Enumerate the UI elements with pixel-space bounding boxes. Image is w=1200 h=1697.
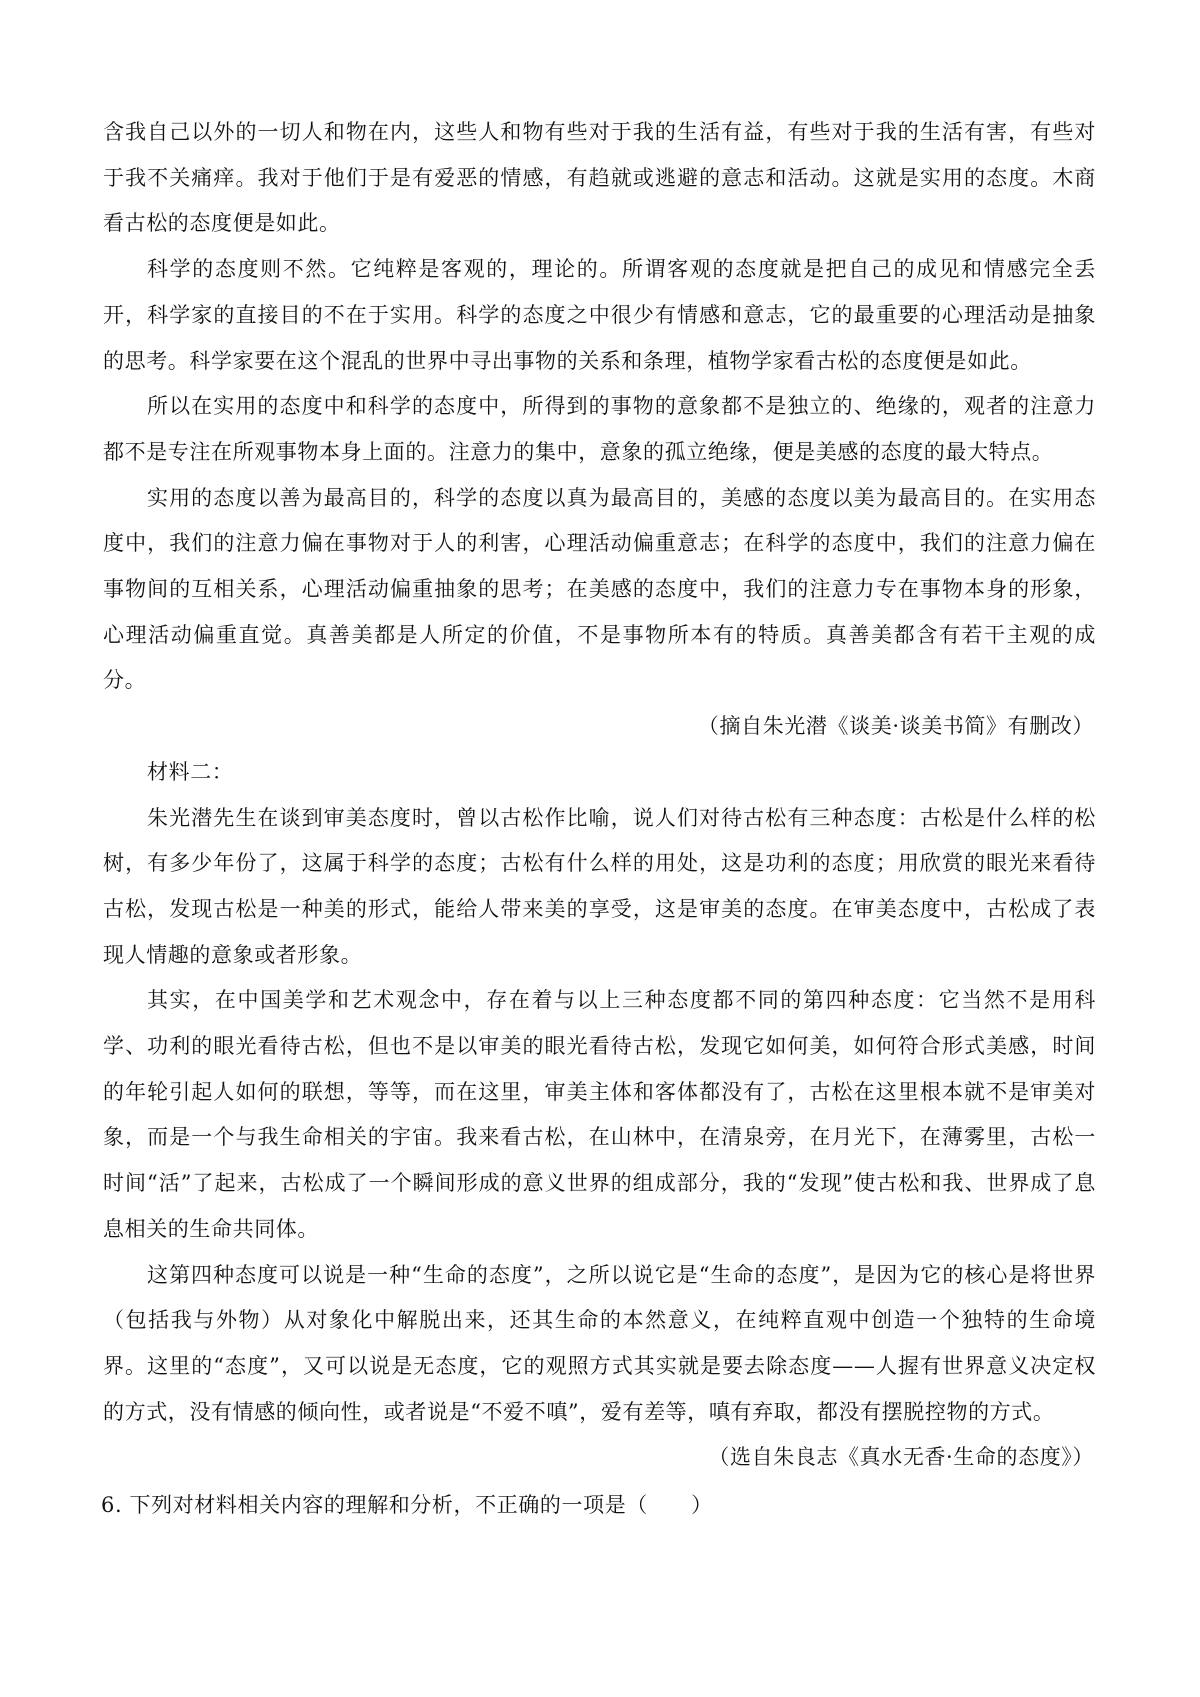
material-two-source: （选自朱良志《真水无香·生命的态度》） <box>708 1445 1094 1470</box>
material-two-paragraph-2: 其实，在中国美学和艺术观念中，存在着与以上三种态度都不同的第四种态度：它当然不是用科学、功利的眼光看待古松，但也不是以审美的眼光看待古松，发现它如何美，如何符合形式美感，时间的年轮引起人如何的联想，等等，而在这里，审美主体和客体都没有了，古松在这里根本就不是审美对象，而是一个与我生命相关的宇宙。我来看古松，在山林中，在清泉旁，在月光下，在薄雾里，古松一时间“活”了起来，古松成了一个瞬间形成的意义世界的组成部分，我的“发现”使古松和我、世界成了息息相关的生命共同体。 <box>103 988 1096 1241</box>
material-one-paragraph-4: 实用的态度以善为最高目的，科学的态度以真为最高目的，美感的态度以美为最高目的。在实用态度中，我们的注意力偏在事物对于人的利害，心理活动偏重意志；在科学的态度中，我们的注意力偏在事物间的互相关系，心理活动偏重抽象的思考；在美感的态度中，我们的注意力专在事物本身的形象，心理活动偏重直觉。真善美都是人所定的价值，不是事物所本有的特质。真善美都含有若干主观的成分。 <box>103 485 1096 693</box>
material-one-paragraph-2: 科学的态度则不然。它纯粹是客观的，理论的。所谓客观的态度就是把自己的成见和情感完全丢开，科学家的直接目的不在于实用。科学的态度之中很少有情感和意志，它的最重要的心理活动是抽象的思考。科学家要在这个混乱的世界中寻出事物的关系和条理，植物学家看古松的态度便是如此。 <box>103 257 1096 373</box>
material-one-paragraph-1: 含我自己以外的一切人和物在内，这些人和物有些对于我的生活有益，有些对于我的生活有害，有些对于我不关痛痒。我对于他们于是有爱恶的情感，有趋就或逃避的意志和活动。这就是实用的态度。木商看古松的态度便是如此。 <box>103 120 1096 236</box>
document-page <box>103 110 1096 1529</box>
material-two-paragraph-3: 这第四种态度可以说是一种“生命的态度”，之所以说它是“生命的态度”，是因为它的核心是将世界（包括我与外物）从对象化中解脱出来，还其生命的本然意义，在纯粹直观中创造一个独特的生命境界。这里的“态度”，又可以说是无态度，它的观照方式其实就是要去除态度——人握有世界意义决定权的方式，没有情感的倾向性，或者说是“不爱不嗔”，爱有差等，嗔有弃取，都没有摆脱控物的方式。 <box>103 1262 1096 1424</box>
material-one-source: （摘自朱光潜《谈美·谈美书简》有删改） <box>697 714 1094 739</box>
material-two-paragraph-1: 朱光潜先生在谈到审美态度时，曾以古松作比喻，说人们对待古松有三种态度：古松是什么样的松树，有多少年份了，这属于科学的态度；古松有什么样的用处，这是功利的态度；用欣赏的眼光来看待古松，发现古松是一种美的形式，能给人带来美的享受，这是审美的态度。在审美态度中，古松成了表现人情趣的意象或者形象。 <box>103 805 1096 967</box>
material-one-paragraph-3: 所以在实用的态度中和科学的态度中，所得到的事物的意象都不是独立的、绝缘的，观者的注意力都不是专注在所观事物本身上面的。注意力的集中，意象的孤立绝缘，便是美感的态度的最大特点。 <box>103 394 1096 464</box>
question-6: 6. 下列对材料相关内容的理解和分析，不正确的一项是（ ） <box>101 1493 713 1518</box>
material-two-label: 材料二： <box>147 759 234 784</box>
